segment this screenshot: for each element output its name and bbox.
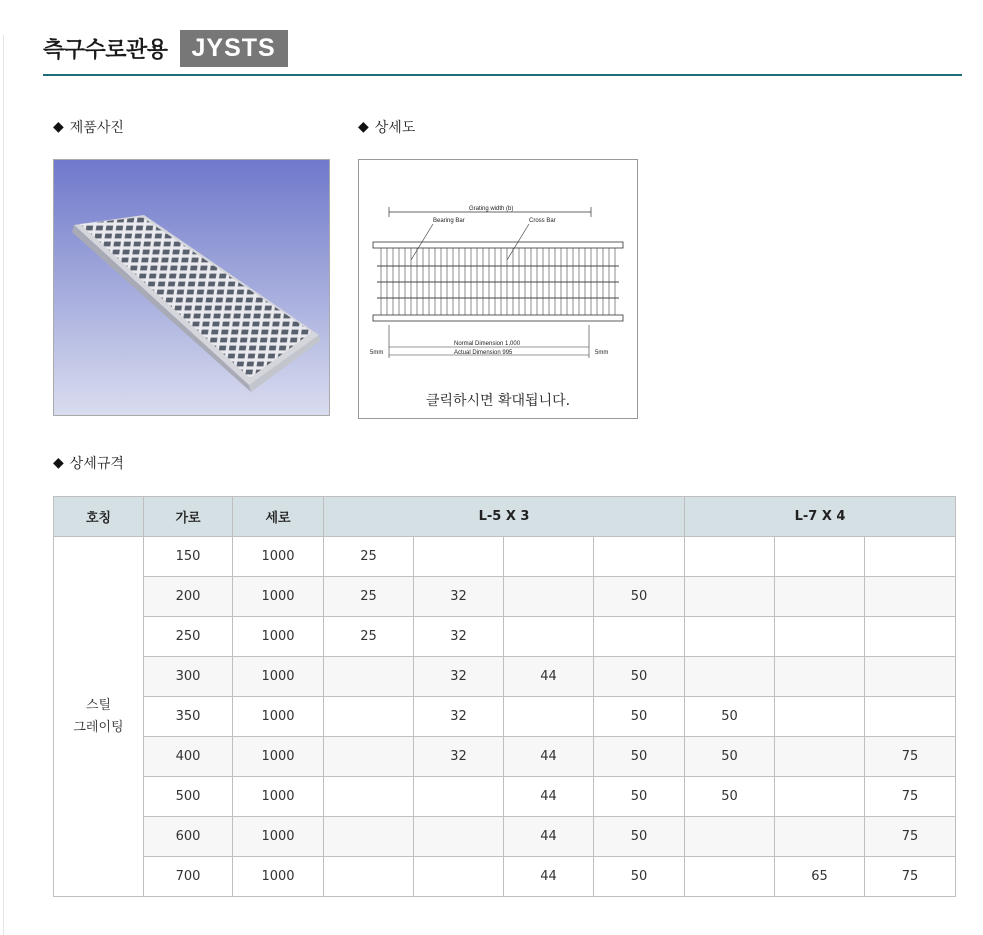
table-cell: 25: [324, 577, 414, 617]
table-cell: 1000: [233, 777, 324, 817]
table-cell: 1000: [233, 577, 324, 617]
table-cell: 50: [685, 737, 775, 777]
table-cell: 1000: [233, 537, 324, 577]
table-cell: 1000: [233, 817, 324, 857]
table-cell: 250: [144, 617, 233, 657]
table-cell: 25: [324, 617, 414, 657]
table-cell: 25: [324, 537, 414, 577]
table-cell: [775, 697, 865, 737]
spec-table: [53, 496, 956, 897]
table-cell: [504, 577, 594, 617]
table-header-row: [54, 497, 956, 537]
table-cell: [685, 537, 775, 577]
table-cell: 200: [144, 577, 233, 617]
table-cell: 44: [504, 737, 594, 777]
brand-badge: JYSTS: [180, 30, 288, 67]
table-cell: 44: [504, 857, 594, 897]
table-cell: 400: [144, 737, 233, 777]
table-cell: [414, 857, 504, 897]
table-cell: 300: [144, 657, 233, 697]
section-detail-title: 상세도: [374, 120, 416, 136]
table-cell: [324, 737, 414, 777]
section-spec-title: 상세규격: [69, 456, 124, 472]
diamond-bullet-icon: ◆: [53, 455, 64, 471]
table-cell: [865, 577, 956, 617]
section-photo-title: 제품사진: [69, 120, 124, 136]
table-cell: 75: [865, 817, 956, 857]
normal-dimension-label: Normal Dimension 1,000: [454, 341, 521, 347]
table-row: [54, 737, 956, 777]
table-cell: [775, 737, 865, 777]
table-cell: [594, 537, 685, 577]
section-spec-label: [53, 453, 124, 473]
table-cell: 44: [504, 657, 594, 697]
table-cell: 44: [504, 817, 594, 857]
header-length: 세로: [233, 497, 324, 537]
table-cell: 350: [144, 697, 233, 737]
section-photo-label: [53, 117, 124, 137]
table-cell: 75: [865, 777, 956, 817]
bearing-bar-label: Bearing Bar: [433, 218, 465, 224]
table-cell: 75: [865, 737, 956, 777]
right-gap-label: 5mm: [595, 350, 609, 356]
table-cell: [865, 697, 956, 737]
table-row: [54, 657, 956, 697]
table-row: [54, 817, 956, 857]
table-cell: 50: [594, 697, 685, 737]
table-cell: 700: [144, 857, 233, 897]
header-l74: L-7 X 4: [685, 497, 956, 537]
table-cell: 50: [594, 577, 685, 617]
left-border-line: [3, 35, 4, 935]
table-cell: [775, 817, 865, 857]
header-name: 호칭: [54, 497, 144, 537]
table-cell: 32: [414, 697, 504, 737]
table-cell: 50: [594, 777, 685, 817]
table-row: [54, 857, 956, 897]
table-row: [54, 537, 956, 577]
table-cell: [685, 857, 775, 897]
table-cell: 50: [594, 737, 685, 777]
table-cell: [865, 617, 956, 657]
table-cell: [504, 537, 594, 577]
table-row: [54, 697, 956, 737]
table-cell: 500: [144, 777, 233, 817]
detail-drawing[interactable]: [358, 159, 638, 419]
grating-photo-image: [54, 160, 329, 415]
product-photo[interactable]: [53, 159, 330, 416]
section-detail-label: [358, 117, 415, 137]
table-cell: [414, 777, 504, 817]
table-cell: [324, 777, 414, 817]
table-cell: [504, 697, 594, 737]
table-cell: 600: [144, 817, 233, 857]
table-cell: 50: [594, 857, 685, 897]
table-cell: [685, 577, 775, 617]
diamond-bullet-icon: ◆: [358, 119, 369, 135]
table-cell: 1000: [233, 657, 324, 697]
table-cell: [594, 617, 685, 657]
title-divider: [43, 74, 962, 76]
table-cell: 44: [504, 777, 594, 817]
table-cell: [414, 537, 504, 577]
detail-diagram: [359, 160, 637, 385]
left-gap-label: 5mm: [370, 350, 384, 356]
product-name-line1: 스틸: [85, 697, 112, 713]
enlarge-caption[interactable]: 클릭하시면 확대됩니다.: [425, 393, 571, 409]
table-cell: [324, 817, 414, 857]
table-cell: [414, 817, 504, 857]
header-width: 가로: [144, 497, 233, 537]
page-header: [43, 30, 288, 67]
table-cell: [324, 697, 414, 737]
table-cell: 1000: [233, 857, 324, 897]
cross-bar-label: Cross Bar: [529, 218, 556, 224]
table-cell: 1000: [233, 737, 324, 777]
table-cell: [324, 657, 414, 697]
table-cell: 150: [144, 537, 233, 577]
table-row: [54, 617, 956, 657]
table-cell: [865, 657, 956, 697]
table-cell: 32: [414, 577, 504, 617]
table-cell: [775, 537, 865, 577]
table-row: [54, 577, 956, 617]
table-cell: [775, 617, 865, 657]
actual-dimension-label: Actual Dimension 995: [454, 350, 513, 356]
table-cell: 32: [414, 737, 504, 777]
table-cell: 50: [594, 657, 685, 697]
table-cell: 65: [775, 857, 865, 897]
diamond-bullet-icon: ◆: [53, 119, 64, 135]
table-cell: [685, 817, 775, 857]
table-cell: [685, 617, 775, 657]
product-name-cell: [54, 537, 144, 897]
table-cell: [324, 857, 414, 897]
table-cell: 50: [685, 777, 775, 817]
table-cell: 32: [414, 617, 504, 657]
table-cell: 50: [685, 697, 775, 737]
table-cell: [775, 657, 865, 697]
product-name-line2: 그레이팅: [73, 719, 124, 735]
table-cell: 75: [865, 857, 956, 897]
header-l53: L-5 X 3: [324, 497, 685, 537]
grating-width-label: Grating width (b): [469, 206, 514, 212]
table-cell: [775, 577, 865, 617]
table-row: [54, 777, 956, 817]
table-cell: [865, 537, 956, 577]
table-cell: 1000: [233, 697, 324, 737]
page-title: 측구수로관용: [43, 38, 168, 63]
table-cell: [504, 617, 594, 657]
table-cell: 32: [414, 657, 504, 697]
table-cell: [685, 657, 775, 697]
table-body: [54, 537, 956, 897]
table-cell: 50: [594, 817, 685, 857]
table-cell: 1000: [233, 617, 324, 657]
table-cell: [775, 777, 865, 817]
